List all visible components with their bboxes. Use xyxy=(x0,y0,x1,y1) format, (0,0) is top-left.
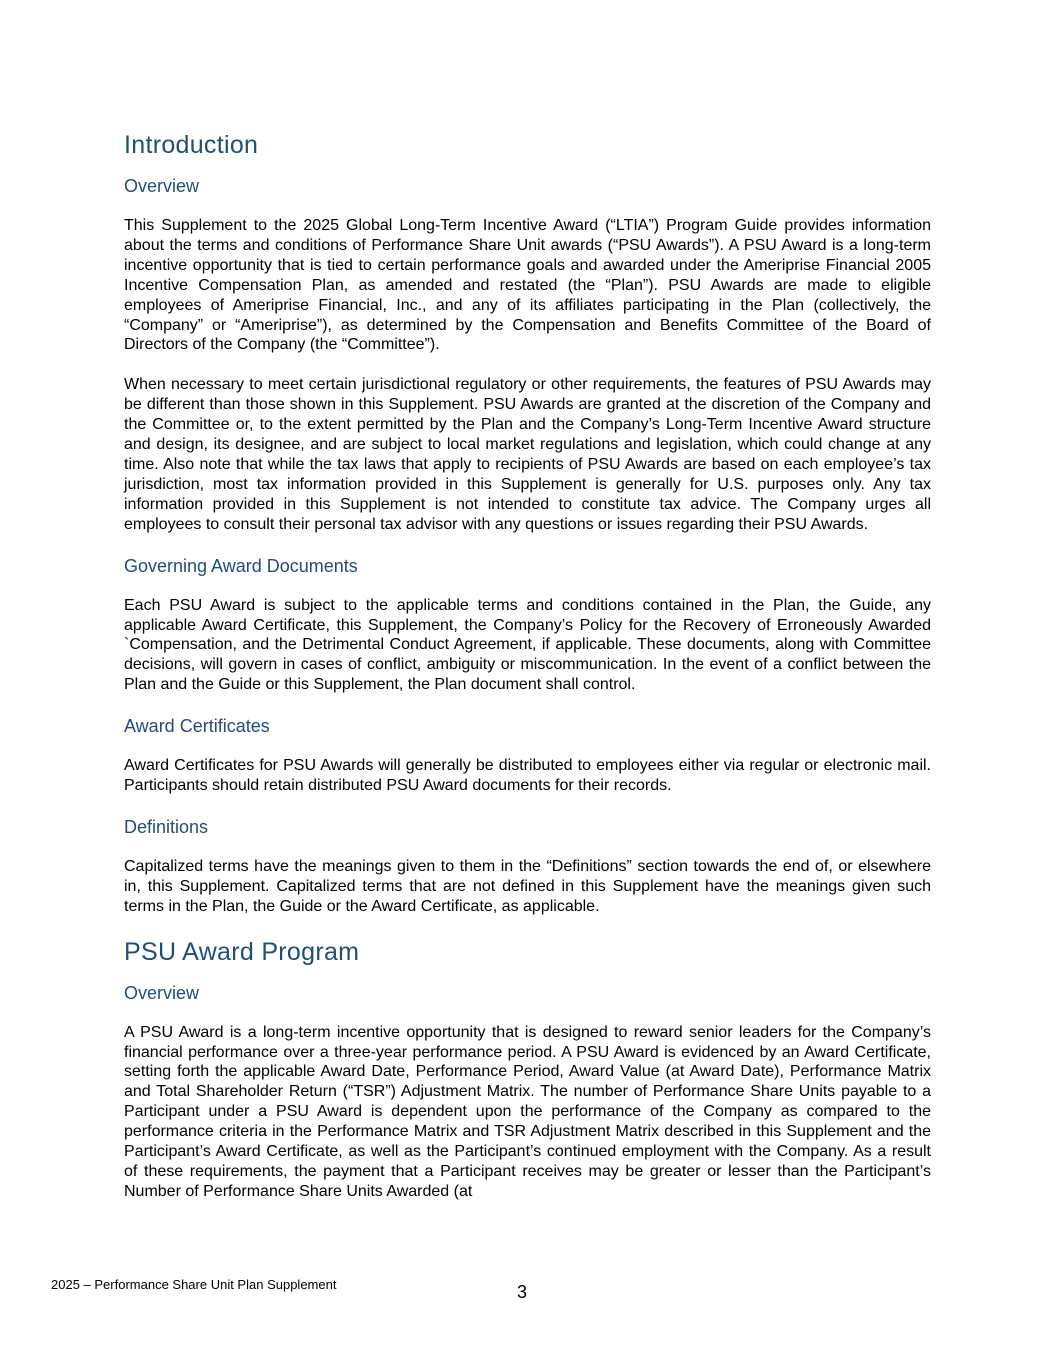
paragraph: Award Certificates for PSU Awards will generally be distributed to employees either via regular or electronic mail. Participants should retain distributed PSU Award documents for their records. xyxy=(124,757,931,795)
subsection-heading-definitions: Definitions xyxy=(124,816,209,837)
paragraph: A PSU Award is a long-term incentive opportunity that is designed to reward senior leaders for the Company’s financial performance over a three-year performance period. A PSU Award is evidenced by an Award Certificate, setting forth the applicable Award Date, Performance Period, Award Value (at Award Date), Performance Matrix and Total Shareholder Return (“TSR”) Adjustment Matrix. The number of Performance Share Units payable to a Participant under a PSU Award is dependent upon the performance of the Company as compared to the performance criteria in the Performance Matrix and TSR Adjustment Matrix described in this Supplement and the Participant’s Award Certificate, as well as the Participant’s continued employment with the Company. As a result of these requirements, the payment that a Participant receives may be greater or lesser than the Participant’s Number of Performance Share Units Awarded (at xyxy=(124,1023,931,1200)
paragraph: This Supplement to the 2025 Global Long-Term Incentive Award (“LTIA”) Program Guide provides information about the terms and conditions of Performance Share Unit awards (“PSU Awards”). A PSU Award is a long-term incentive opportunity that is tied to certain performance goals and awarded under the Ameriprise Financial 2005 Incentive Compensation Plan, as amended and restated (the “Plan”). PSU Awards are made to eligible employees of Ameriprise Financial, Inc., and any of its affiliates participating in the Plan (collectively, the “Company” or “Ameriprise”), as determined by the Compensation and Benefits Committee of the Board of Directors of the Company (the “Committee”). xyxy=(124,217,931,354)
footer-page-number: 3 xyxy=(517,1282,528,1302)
subsection-heading-overview: Overview xyxy=(124,982,200,1003)
paragraph: Each PSU Award is subject to the applicable terms and conditions contained in the Plan, the Guide, any applicable Award Certificate, this Supplement, the Company’s Policy for the Recovery of Erroneously Awarded `Compensation, and the Detrimental Conduct Agreement, if applicable. These documents, along with Committee decisions, will govern in cases of conflict, ambiguity or miscommunication. In the event of a conflict between the Plan and the Guide or this Supplement, the Plan document shall control. xyxy=(124,596,931,694)
paragraph: When necessary to meet certain jurisdictional regulatory or other requirements, the features of PSU Awards may be different than those shown in this Supplement. PSU Awards are granted at the discretion of the Company and the Committee or, to the extent permitted by the Plan and the Company’s Long-Term Incentive Award structure and design, its designee, and are subject to local market regulations and legislation, which could change at any time. Also note that while the tax laws that apply to recipients of PSU Awards are based on each employee’s tax jurisdiction, most tax information provided in this Supplement is generally for U.S. purposes only. Any tax information provided in this Supplement is not intended to constitute tax advice. The Company urges all employees to consult their personal tax advisor with any questions or issues regarding their PSU Awards. xyxy=(124,376,931,533)
document-body xyxy=(124,128,931,1222)
section-title-introduction: Introduction xyxy=(124,131,259,159)
subsection-heading-governing-award-documents: Governing Award Documents xyxy=(124,555,358,576)
subsection-heading-award-certificates: Award Certificates xyxy=(124,716,270,737)
section-title-psu-award-program: PSU Award Program xyxy=(124,937,360,966)
paragraph: Capitalized terms have the meanings given to them in the “Definitions” section towards the end of, or elsewhere in, this Supplement. Capitalized terms that are not defined in this Supplement have the meanings given such terms in the Plan, the Guide or the Award Certificate, as applicable. xyxy=(124,857,931,915)
subsection-heading-overview: Overview xyxy=(124,176,200,196)
footer-document-title: 2025 – Performance Share Unit Plan Supplement xyxy=(51,1277,337,1292)
